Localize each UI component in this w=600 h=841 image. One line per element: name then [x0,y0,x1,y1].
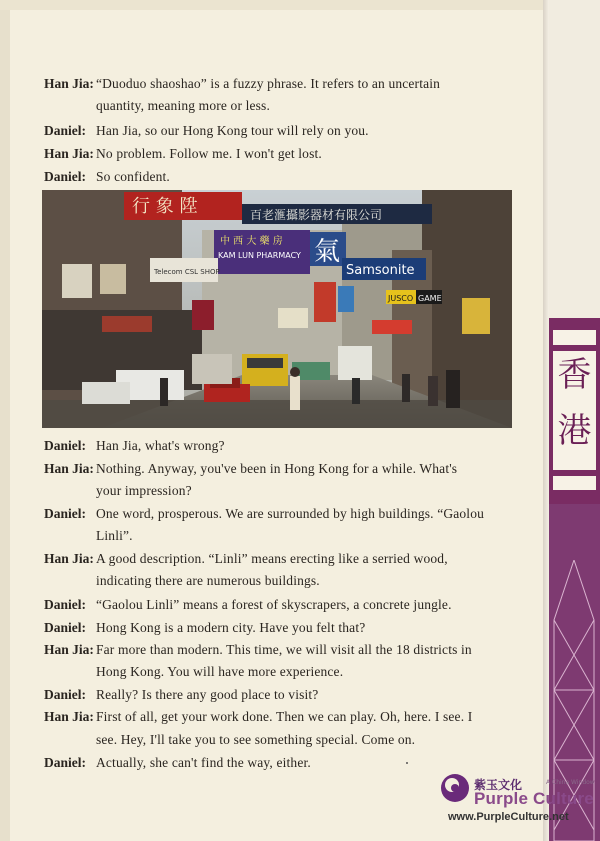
sign-qi: 氣 [314,237,341,267]
dialogue-text-line: A good description. “Linli” means erecting like a serried wood, [96,551,448,566]
sign-pharmacy-en: KAM LUN PHARMACY [218,251,301,260]
dialogue-text-line: Far more than modern. This time, we will visit all the 18 districts in [96,642,472,657]
speaker-name: Daniel: [44,620,86,635]
sign-pharmacy-cn: 中 西 大 藥 房 [220,236,283,247]
binding-gutter [0,0,10,841]
dialogue-text-line: Hong Kong. You will have more experience. [96,664,344,679]
chapter-char-1: 香 [557,355,592,395]
sign-samsonite: Samsonite [346,263,415,278]
speaker-name: Daniel: [44,169,86,184]
dialogue-text-line: quantity, meaning more or less. [96,98,270,113]
dialogue-text-line: No problem. Follow me. I won't get lost. [96,146,322,161]
dialogue-text-line: “Gaolou Linli” means a forest of skyscrapers, a concrete jungle. [96,597,452,612]
dialogue-text-line: Han Jia, so our Hong Kong tour will rely on you. [96,123,369,138]
dialogue-text-line: Nothing. Anyway, you've been in Hong Kong for a while. What's [96,461,458,476]
chapter-char-2: 港 [557,411,592,451]
dialogue-text-line: First of all, get your work done. Then we can play. Oh, here. I see. I [96,709,473,724]
dialogue-text-line: see. Hey, I'll take you to see something special. Come on. [96,732,416,747]
speaker-name: Han Jia: [44,461,94,476]
speaker-name: Daniel: [44,123,86,138]
purple-culture-logo-icon [440,772,470,804]
speaker-name: Daniel: [44,687,86,702]
page-top-band [0,0,545,10]
hong-kong-street-photo [42,190,512,428]
page-mark [406,762,408,764]
sign-shop: Telecom CSL SHOP [154,268,220,276]
dialogue-text-line: Hong Kong is a modern city. Have you felt that? [96,620,366,635]
speaker-name: Han Jia: [44,551,94,566]
watermark-name: Purple Culture [474,789,594,808]
speaker-name: Han Jia: [44,709,94,724]
dialogue-text-line: Han Jia, what's wrong? [96,438,225,453]
dialogue-text-line: So confident. [96,169,170,184]
speaker-name: Daniel: [44,506,86,521]
sign-banner: 百老滙攝影器材有限公司 [250,208,383,222]
sign-jusco: JUSCO [388,294,414,303]
watermark-chinese: 紫玉文化 [474,778,523,792]
speaker-name: Han Jia: [44,146,94,161]
dialogue-text-line: One word, prosperous. We are surrounded by high buildings. “Gaolou [96,506,484,521]
sign-top-left: 行 象 陞 [132,196,198,217]
dialogue-text-line: your impression? [96,483,192,498]
dialogue-text-line: indicating there are numerous buildings. [96,573,320,588]
speaker-name: Han Jia: [44,76,94,91]
sign-game: GAME [418,294,442,303]
dialogue-text-line: Linli”. [96,528,133,543]
watermark-url: www.PurpleCulture.net [448,811,569,823]
dialogue-text-line: Really? Is there any good place to visit? [96,687,319,702]
speaker-name: Daniel: [44,755,86,770]
watermark-subtitle: A China Window [546,779,595,786]
speaker-name: Daniel: [44,597,86,612]
speaker-name: Han Jia: [44,642,94,657]
tab-bracket-bottom [553,470,596,476]
dialogue-text-line: “Duoduo shaoshao” is a fuzzy phrase. It refers to an uncertain [96,76,441,91]
chapter-tab-inner [553,330,596,490]
speaker-name: Daniel: [44,438,86,453]
tab-bracket-top [553,345,596,351]
dialogue-text-line: Actually, she can't find the way, either. [96,755,311,770]
